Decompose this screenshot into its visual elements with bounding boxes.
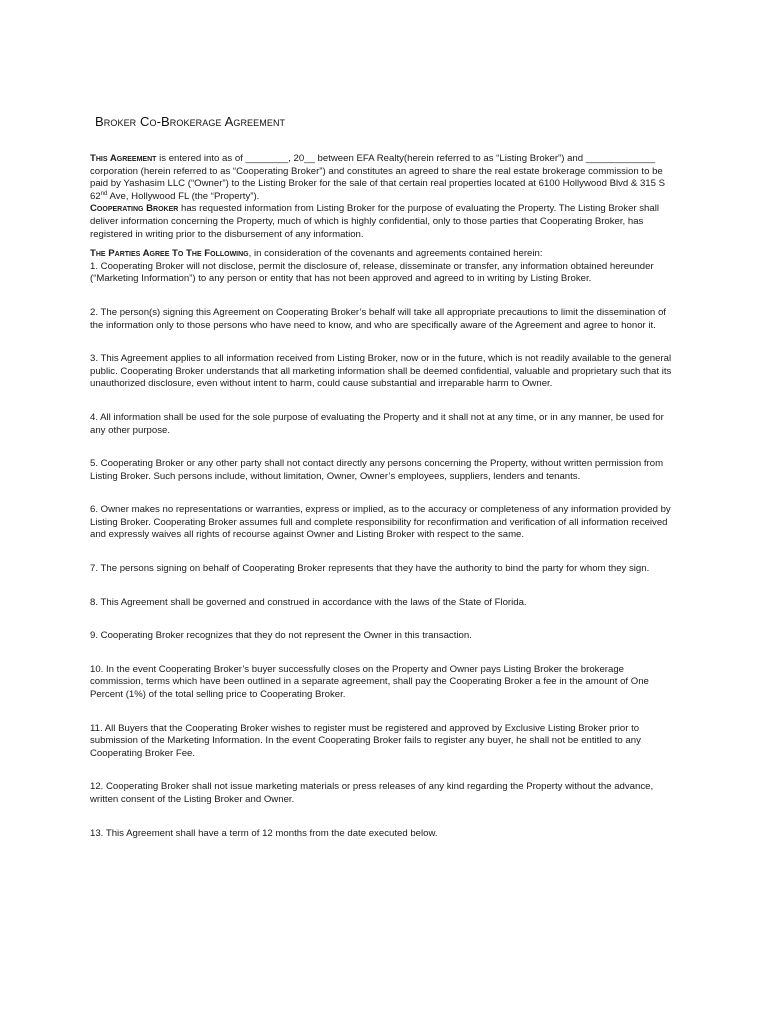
cooperating-text: has requested information from Listing Broker for the purpose of evaluating the Property. The Listing Broker shall deliver information concerning the Property, much of which is highly confidential, only to those parties that Cooperating Broker, has registered in writing prior to the disbursement of any information. [90, 203, 659, 240]
parties-heading [90, 248, 676, 261]
clause-item: 10. In the event Cooperating Broker’s buyer successfully closes on the Property and Owner pays Listing Broker the brokerage commission, terms which have been outlined in a separate agreement, shall pay the Cooperating Broker a fee in the amount of One Percent (1%) of the total selling price to Cooperating Broker. [90, 663, 649, 701]
intro-lead: This Agreement [90, 153, 157, 164]
clause-item: 5. Cooperating Broker or any other party shall not contact directly any persons concerning the Property, without written permission from Listing Broker. Such persons include, without limitation, Owner, Owner’s employees, suppliers, lenders and tenants. [90, 458, 664, 482]
parties-text: , in consideration of the covenants and agreements contained herein: [248, 248, 543, 260]
document-body [90, 153, 676, 840]
parties-lead: The Parties Agree To The Following [90, 248, 249, 260]
clause-item: 1. Cooperating Broker will not disclose, permit the disclosure of, release, disseminate or transfer, any information obtained hereunder (“Marketing Information”) to any person or entity that has not been approved and agreed to in writing by Listing Broker. [90, 260, 654, 285]
cooperating-lead: Cooperating Broker [90, 203, 179, 215]
clause-item: 13. This Agreement shall have a term of 12 months from the date executed below. [90, 827, 438, 839]
intro-text-a: is entered into as of ________, 20__ between EFA Realty(herein referred to as “Listing Broker”) and _____________ corporation (herein referred to as “Cooperating Broker”) and constitutes an agreed to share the real estate brokerage commission to be paid by Yashasim LLC (“Owner”) to the Listing Broker for the sale of that certain real properties located at 6100 Hollywood Blvd & 315 S 62 [90, 153, 666, 202]
clause-item: 8. This Agreement shall be governed and construed in accordance with the laws of the State of Florida. [90, 596, 527, 608]
clause-item: 2. The person(s) signing this Agreement on Cooperating Broker’s behalf will take all appropriate precautions to limit the dissemination of the information only to those persons who have need to know, and who are specifically aware of the Agreement and agree to honor it. [90, 306, 666, 331]
document-title: Broker Co-Brokerage Agreement [95, 114, 286, 129]
clause-item: 11. All Buyers that the Cooperating Broker wishes to register must be registered and approved by Exclusive Listing Broker prior to submission of the Marketing Information. In the event Cooperating Broker fails to register any buyer, he shall not be entitled to any Cooperating Broker Fee. [90, 722, 641, 759]
cooperating-paragraph [90, 203, 676, 241]
intro-paragraph [90, 153, 676, 203]
intro-text-b: Ave, Hollywood FL (the “Property”). [107, 190, 260, 202]
clause-item: 6. Owner makes no representations or warranties, express or implied, as to the accuracy or completeness of any information provided by Listing Broker. Cooperating Broker assumes full and complete responsibility for reconfirmation and verification of all information received and expressly waives all rights of recourse against Owner and Listing Broker with respect to the same. [90, 504, 671, 541]
clause-item: 7. The persons signing on behalf of Cooperating Broker represents that they have the authority to bind the party for whom they sign. [90, 563, 650, 575]
clause-list [90, 261, 676, 840]
clause-item: 9. Cooperating Broker recognizes that they do not represent the Owner in this transaction. [90, 630, 472, 642]
clause-item: 12. Cooperating Broker shall not issue marketing materials or press releases of any kind regarding the Property without the advance, written consent of the Listing Broker and Owner. [90, 781, 654, 805]
clause-item: 3. This Agreement applies to all information received from Listing Broker, now or in the future, which is not readily available to the general public. Cooperating Broker understands that all marketing information shall be deemed confidential, valuable and proprietary such that its unauthorized disclosure, even without intent to harm, could cause substantial and irreparable harm to Owner. [90, 353, 672, 390]
clause-item: 4. All information shall be used for the sole purpose of evaluating the Property and it shall not at any time, or in any manner, be used for any other purpose. [90, 411, 664, 436]
ordinal-suffix: nd [100, 190, 108, 197]
